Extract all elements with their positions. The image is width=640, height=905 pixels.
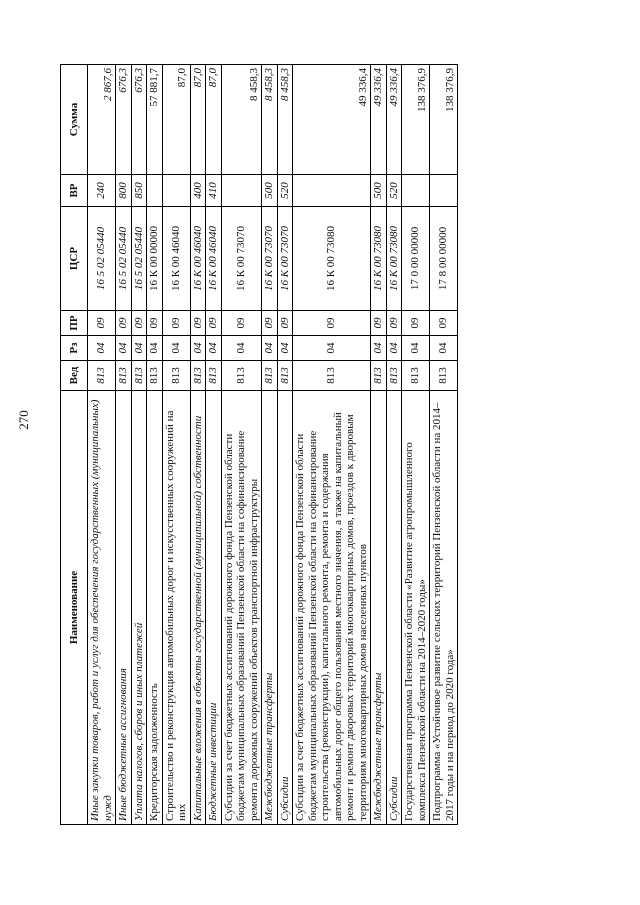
- table-header-row: [61, 65, 88, 825]
- cell-vr: 800: [116, 175, 132, 207]
- cell-vr: [162, 175, 190, 207]
- cell-ved: 813: [293, 361, 371, 391]
- cell-name: Субсидии за счет бюджетных ассигнований дорожного фонда Пензенской области бюджетам муниципальных образований Пензенской области на софинансирование ремонта дорожных сооружений объектов транспортной инфраструктуры: [221, 391, 262, 825]
- table-body: [88, 65, 458, 825]
- cell-sum: 49 336,4: [386, 65, 402, 175]
- cell-sum: 8 458,3: [277, 65, 293, 175]
- cell-ved: 813: [402, 361, 430, 391]
- cell-ved: 813: [131, 361, 147, 391]
- header-ved: Вед: [61, 361, 88, 391]
- header-rz: Рз: [61, 336, 88, 361]
- cell-vr: [221, 175, 262, 207]
- cell-vr: [293, 175, 371, 207]
- cell-pr: 09: [371, 311, 387, 336]
- cell-csr: 16 К 00 46040: [190, 207, 206, 311]
- cell-csr: 16 К 00 73070: [277, 207, 293, 311]
- cell-ved: 813: [162, 361, 190, 391]
- cell-csr: 16 К 00 73070: [262, 207, 278, 311]
- cell-vr: 400: [190, 175, 206, 207]
- cell-rz: 04: [402, 336, 430, 361]
- cell-vr: [430, 175, 458, 207]
- cell-vr: 410: [206, 175, 222, 207]
- cell-sum: 49 336,4: [371, 65, 387, 175]
- cell-sum: 2 867,6: [88, 65, 116, 175]
- cell-pr: 09: [162, 311, 190, 336]
- cell-ved: 813: [190, 361, 206, 391]
- cell-sum: 87,0: [162, 65, 190, 175]
- cell-ved: 813: [277, 361, 293, 391]
- cell-pr: 09: [206, 311, 222, 336]
- cell-sum: 138 376,9: [402, 65, 430, 175]
- cell-ved: 813: [386, 361, 402, 391]
- cell-sum: 676,3: [131, 65, 147, 175]
- cell-vr: 520: [277, 175, 293, 207]
- cell-ved: 813: [147, 361, 163, 391]
- cell-sum: 8 458,3: [262, 65, 278, 175]
- cell-csr: 16 5 02 05440: [131, 207, 147, 311]
- cell-sum: 57 881,7: [147, 65, 163, 175]
- cell-rz: 04: [386, 336, 402, 361]
- cell-ved: 813: [88, 361, 116, 391]
- cell-name: Межбюджетные трансферты: [262, 391, 278, 825]
- cell-name: Межбюджетные трансферты: [371, 391, 387, 825]
- header-vr: ВР: [61, 175, 88, 207]
- cell-sum: 8 458,3: [221, 65, 262, 175]
- table-row: [221, 65, 262, 825]
- cell-sum: 676,3: [116, 65, 132, 175]
- cell-ved: 813: [206, 361, 222, 391]
- cell-pr: 09: [386, 311, 402, 336]
- rotated-page-content: [60, 65, 540, 825]
- cell-rz: 04: [147, 336, 163, 361]
- cell-ved: 813: [116, 361, 132, 391]
- cell-name: Субсидии: [386, 391, 402, 825]
- table-row: [88, 65, 116, 825]
- table-row: [262, 65, 278, 825]
- table-row: [190, 65, 206, 825]
- cell-vr: 520: [386, 175, 402, 207]
- cell-rz: 04: [293, 336, 371, 361]
- cell-sum: 138 376,9: [430, 65, 458, 175]
- cell-pr: 09: [88, 311, 116, 336]
- cell-vr: [147, 175, 163, 207]
- table-row: [386, 65, 402, 825]
- cell-rz: 04: [221, 336, 262, 361]
- cell-csr: 16 К 00 46040: [206, 207, 222, 311]
- table-row: [402, 65, 430, 825]
- cell-pr: 09: [277, 311, 293, 336]
- cell-csr: 16 К 00 00000: [147, 207, 163, 311]
- cell-rz: 04: [430, 336, 458, 361]
- cell-csr: 16 5 02 05440: [88, 207, 116, 311]
- cell-pr: 09: [402, 311, 430, 336]
- cell-name: Иные бюджетные ассигнования: [116, 391, 132, 825]
- cell-name: Иные закупки товаров, работ и услуг для обеспечения государственных (муниципальных) нужд: [88, 391, 116, 825]
- cell-name: Субсидии: [277, 391, 293, 825]
- cell-name: Капитальные вложения в объекты государственной (муниципальной) собственности: [190, 391, 206, 825]
- cell-ved: 813: [430, 361, 458, 391]
- cell-name: Кредиторская задолженность: [147, 391, 163, 825]
- cell-rz: 04: [262, 336, 278, 361]
- cell-pr: 09: [293, 311, 371, 336]
- cell-rz: 04: [277, 336, 293, 361]
- cell-name: Подпрограмма «Устойчивое развитие сельских территорий Пензенской области на 2014–2017 годы и на период до 2020 года»: [430, 391, 458, 825]
- cell-name: Субсидии за счет бюджетных ассигнований дорожного фонда Пензенской области бюджетам муниципальных образований Пензенской области на софинансирование строительства (реконструкции), капитального ремонта, ремонта и содержания автомобильных дорог общего пользования местного значения, а также на капитальный ремонт и ремонт дворовых территорий многоквартирных домов, проездов к дворовым территориям многоквартирных домов населенных пунктов: [293, 391, 371, 825]
- page-number: 270: [16, 410, 31, 430]
- cell-csr: 16 К 00 73070: [221, 207, 262, 311]
- cell-ved: 813: [262, 361, 278, 391]
- cell-csr: 16 5 02 05440: [116, 207, 132, 311]
- cell-pr: 09: [221, 311, 262, 336]
- cell-pr: 09: [116, 311, 132, 336]
- cell-name: Уплата налогов, сборов и иных платежей: [131, 391, 147, 825]
- cell-ved: 813: [371, 361, 387, 391]
- cell-vr: 240: [88, 175, 116, 207]
- cell-rz: 04: [88, 336, 116, 361]
- cell-pr: 09: [262, 311, 278, 336]
- cell-vr: 850: [131, 175, 147, 207]
- header-csr: ЦСР: [61, 207, 88, 311]
- cell-pr: 09: [131, 311, 147, 336]
- table-row: [147, 65, 163, 825]
- cell-csr: 16 К 00 73080: [371, 207, 387, 311]
- cell-csr: 16 К 00 73080: [293, 207, 371, 311]
- cell-csr: 17 0 00 00000: [402, 207, 430, 311]
- budget-table: [60, 64, 458, 825]
- cell-name: Государственная программа Пензенской области «Развитие агропромышленного комплекса Пензенской области на 2014–2020 годы»: [402, 391, 430, 825]
- cell-name: Строительство и реконструкция автомобильных дорог и искусственных сооружений на них: [162, 391, 190, 825]
- header-name: Наименование: [61, 391, 88, 825]
- cell-pr: 09: [430, 311, 458, 336]
- cell-ved: 813: [221, 361, 262, 391]
- cell-csr: 17 8 00 00000: [430, 207, 458, 311]
- cell-rz: 04: [190, 336, 206, 361]
- cell-sum: 87,0: [190, 65, 206, 175]
- table-row: [162, 65, 190, 825]
- cell-rz: 04: [371, 336, 387, 361]
- cell-rz: 04: [206, 336, 222, 361]
- cell-pr: 09: [190, 311, 206, 336]
- cell-sum: 87,0: [206, 65, 222, 175]
- cell-rz: 04: [116, 336, 132, 361]
- table-row: [293, 65, 371, 825]
- cell-vr: 500: [371, 175, 387, 207]
- header-pr: ПР: [61, 311, 88, 336]
- cell-vr: 500: [262, 175, 278, 207]
- cell-vr: [402, 175, 430, 207]
- header-sum: Сумма: [61, 65, 88, 175]
- table-row: [116, 65, 132, 825]
- table-row: [277, 65, 293, 825]
- table-row: [206, 65, 222, 825]
- cell-pr: 09: [147, 311, 163, 336]
- cell-sum: 49 336,4: [293, 65, 371, 175]
- table-row: [430, 65, 458, 825]
- cell-rz: 04: [131, 336, 147, 361]
- cell-csr: 16 К 00 46040: [162, 207, 190, 311]
- cell-csr: 16 К 00 73080: [386, 207, 402, 311]
- table-row: [131, 65, 147, 825]
- cell-rz: 04: [162, 336, 190, 361]
- table-row: [371, 65, 387, 825]
- cell-name: Бюджетные инвестиции: [206, 391, 222, 825]
